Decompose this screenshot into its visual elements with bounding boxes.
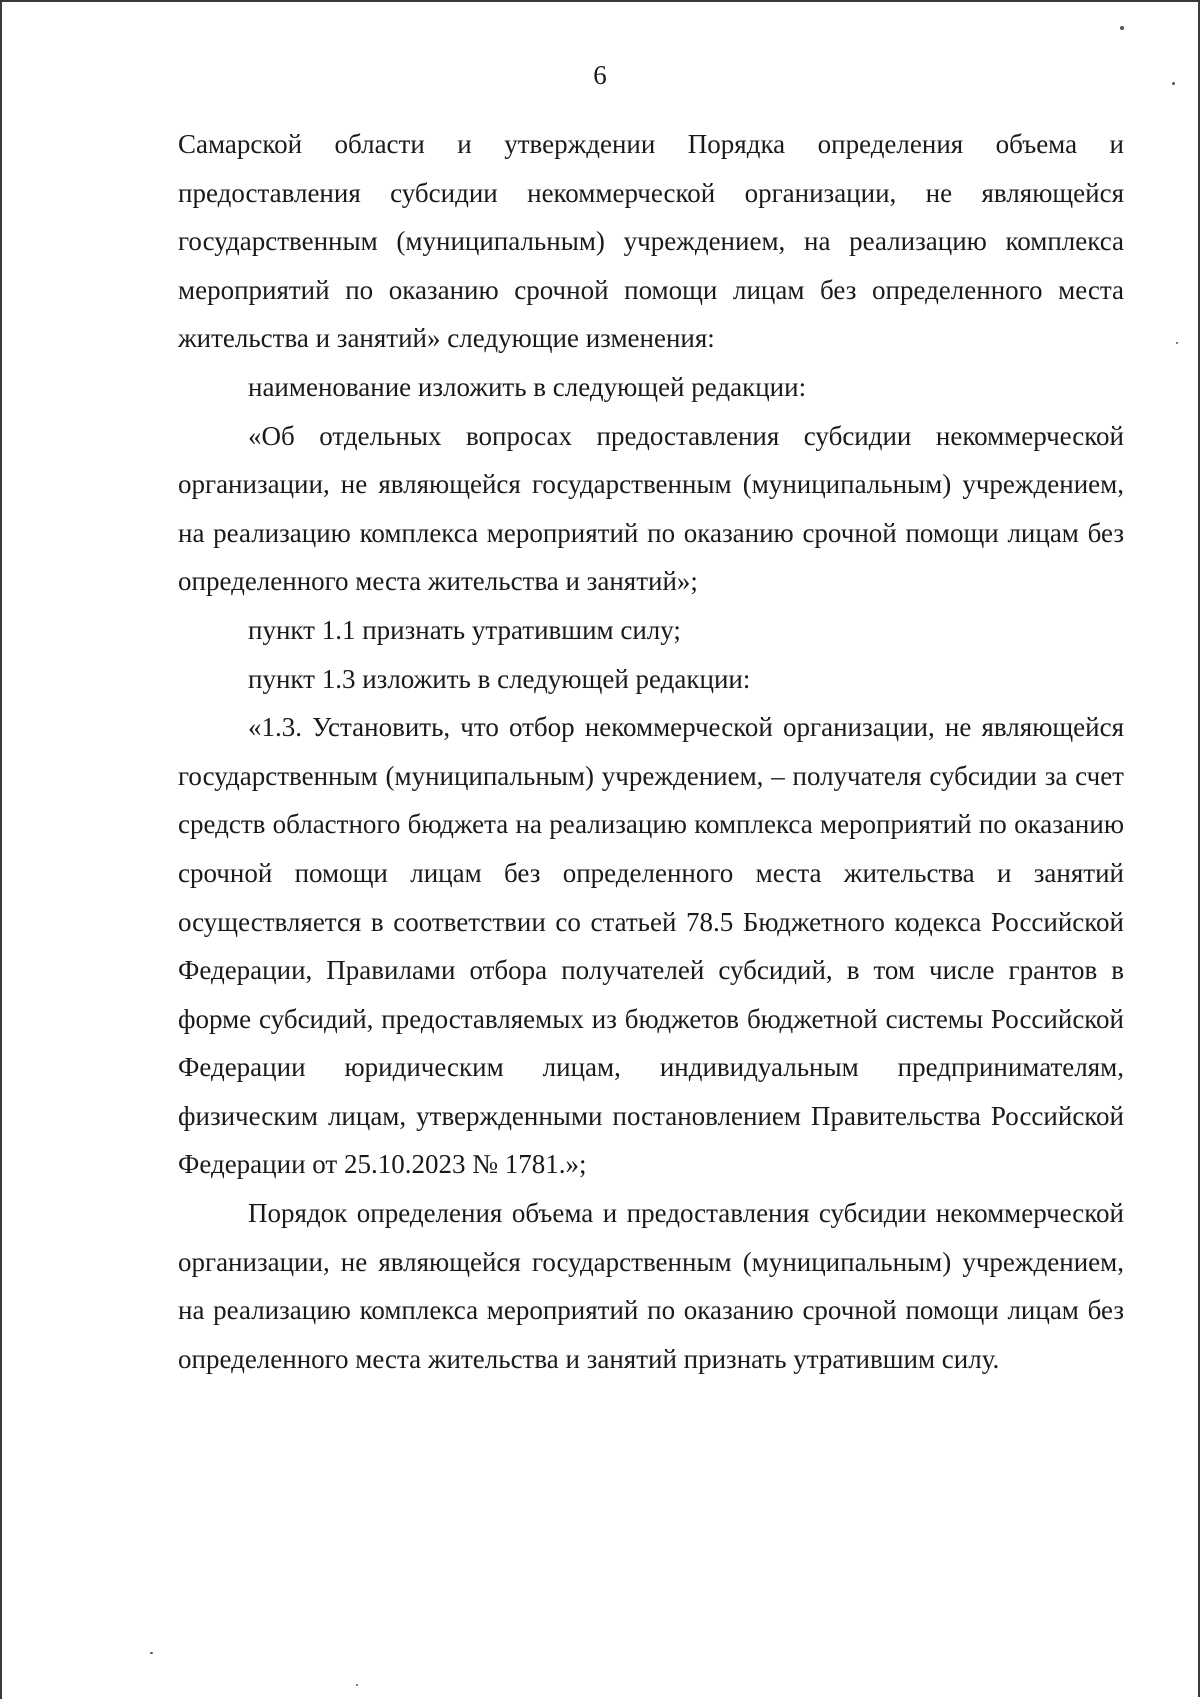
- paragraph-item-1-3: пункт 1.3 изложить в следующей редакции:: [248, 663, 751, 694]
- paragraph-item-1-3-text: «1.3. Установить, что отбор некоммерческой организации, не являющейся государственным (муниципальным) учреждением, – получателя субсидии за счет средств областного бюджета на реализацию комплекса мероприятий по оказанию срочной помощи лицам без определенного места жительства и занятий осуществляется в соответствии со статьей 78.5 Бюджетного кодекса Российской Федерации, Правилами отбора получателей субсидий, в том числе грантов в форме субсидий, предоставляемых из бюджетов бюджетной системы Российской Федерации юридическим лицам, индивидуальным предпринимателям, физическим лицам, утвержденными постановлением Правительства Российской Федерации от 25.10.2023 № 1781.»;: [178, 712, 1124, 1180]
- page-number: 6: [593, 60, 607, 90]
- scan-speck: [1120, 26, 1124, 30]
- scan-speck: [1176, 342, 1178, 344]
- paragraph-item-1-1: пункт 1.1 признать утратившим силу;: [248, 614, 681, 645]
- scan-speck: [150, 1652, 153, 1654]
- scan-speck: [1172, 82, 1175, 85]
- paragraph-procedure-repeal: Порядок определения объема и предоставления субсидии некоммерческой организации, не являющейся государственным (муниципальным) учреждением, на реализацию комплекса мероприятий по оказанию срочной помощи лицам без определенного места жительства и занятий признать утратившим силу.: [178, 1198, 1124, 1374]
- page-left-border: [0, 2, 2, 1699]
- paragraph-new-title: «Об отдельных вопросах предоставления субсидии некоммерческой организации, не являющейся государственным (муниципальным) учреждением, на реализацию комплекса мероприятий по оказанию срочной помощи лицам без определенного места жительства и занятий»;: [178, 420, 1124, 597]
- paragraph-continuation: Самарской области и утверждении Порядка определения объема и предоставления субсидии некоммерческой организации, не являющейся государственным (муниципальным) учреждением, на реализацию комплекса мероприятий по оказанию срочной помощи лицам без определенного места жительства и занятий» следующие изменения:: [178, 129, 1124, 354]
- document-body: [178, 120, 1124, 1383]
- paragraph-title-change: наименование изложить в следующей редакции:: [248, 371, 807, 402]
- scan-speck: [356, 1684, 358, 1686]
